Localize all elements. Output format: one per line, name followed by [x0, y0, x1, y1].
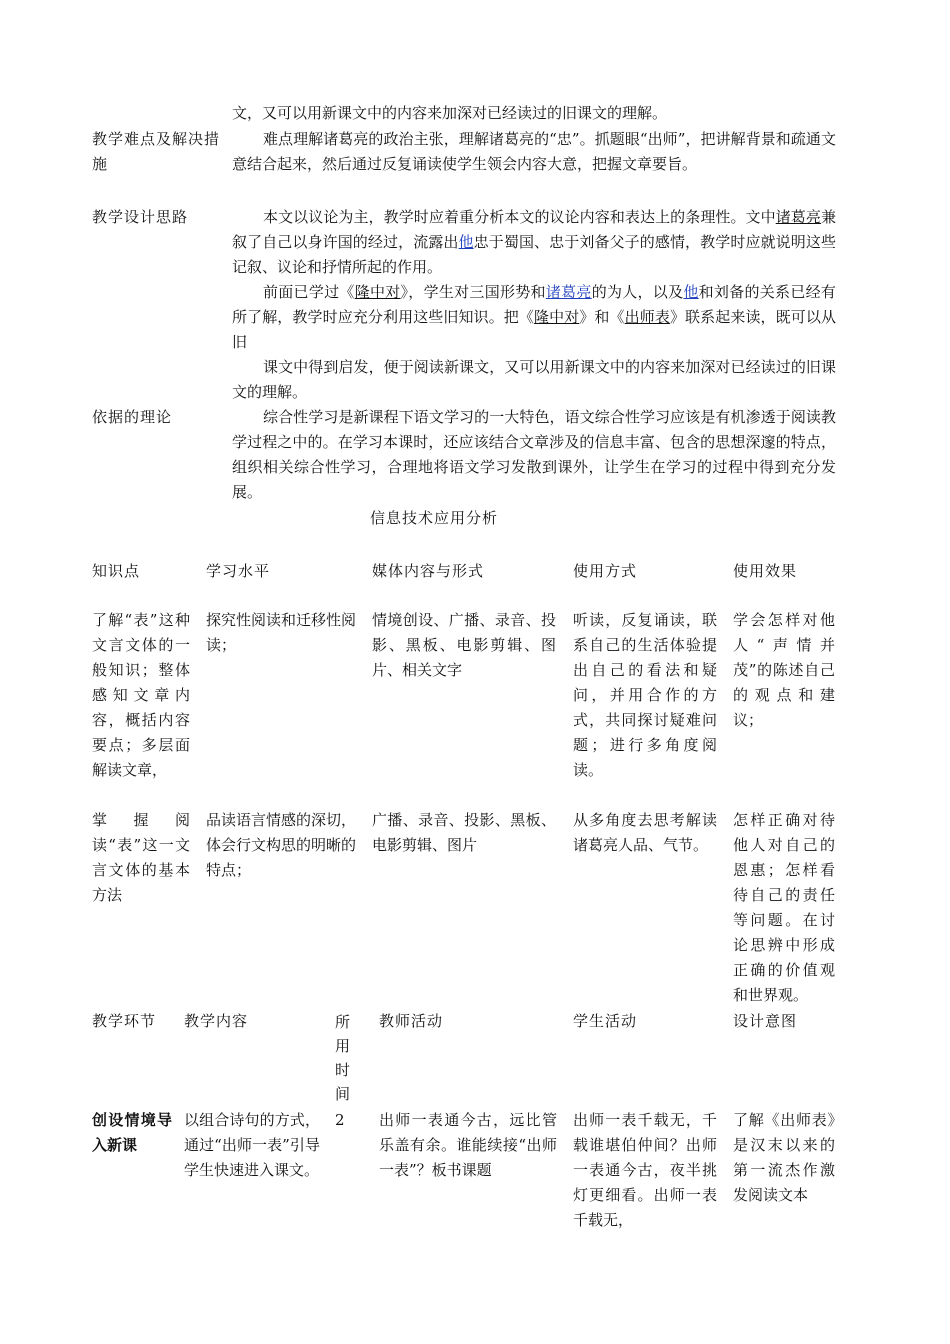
process-row1-student: 出师一表千载无，千载谁堪伯仲间？出师一表通今古，夜半挑灯更细看。出师一表千载无，: [573, 1111, 717, 1229]
it-row2-usage: 从多角度去思考解读诸葛亮人品、气节。: [573, 811, 717, 854]
process-header-teacher: 教师活动: [379, 1012, 444, 1030]
process-header-stage: 教学环节: [92, 1012, 157, 1030]
it-header-usage: 使用方式: [573, 562, 638, 580]
it-header-effect: 使用效果: [733, 562, 798, 580]
theory-text: 综合性学习是新课程下语文学习的一大特色，语文综合性学习应该是有机渗透于阅读教学过程之中的。在学习本课时，还应该结合文章涉及的信息丰富、包含的思想深邃的特点，组织相关综合性学习，合理地将语文学习发散到课外，让学生在学习的过程中得到充分发展。: [232, 408, 836, 501]
it-row1-effect: 学会怎样对他人“声情并茂”的陈述自己的观点和建议；: [733, 611, 835, 729]
process-row1-intent: 了解《出师表》是汉末以来的第一流杰作激发阅读文本: [733, 1111, 835, 1204]
process-header-time: 所用时间: [335, 1013, 352, 1103]
it-header-knowledge: 知识点: [92, 562, 141, 580]
it-row1-usage: 听读，反复诵读，联系自己的生活体验提出自己的看法和疑问，并用合作的方式，共同探讨疑难问题；进行多角度阅读。: [573, 611, 717, 779]
it-header-level: 学习水平: [206, 562, 271, 580]
process-header-student: 学生活动: [573, 1012, 638, 1030]
it-row2-media: 广播、录音、投影、黑板、电影剪辑、图片: [372, 811, 556, 854]
design-paragraph-3: 课文中得到启发，便于阅读新课文，又可以用新课文中的内容来加深对已经读过的旧课文的理解。: [232, 358, 836, 401]
it-row2-effect: 怎样正确对待他人对自己的恩惠；怎样看待自己的责任等问题。在讨论思辨中形成正确的价值观和世界观。: [733, 811, 835, 1004]
zhugeliang-link-2[interactable]: 诸葛亮: [545, 283, 592, 301]
ta-link[interactable]: 他: [458, 233, 474, 251]
difficulty-text: 难点理解诸葛亮的政治主张，理解诸葛亮的“忠”。抓题眼“出师”，把讲解背景和疏通文意结合起来，然后通过反复诵读使学生领会内容大意，把握文章要旨。: [232, 130, 836, 173]
it-row2-level: 品读语言情感的深切，体会行文构思的明晰的特点；: [206, 811, 357, 879]
continuation-line: 文，又可以用新课文中的内容来加深对已经读过的旧课文的理解。: [232, 104, 668, 122]
it-header-media: 媒体内容与形式: [372, 562, 485, 580]
it-row1-media: 情境创设、广播、录音、投影、黑板、电影剪辑、图片、相关文字: [372, 611, 556, 679]
difficulty-label: 教学难点及解决措施: [92, 130, 221, 173]
it-table-title: 信息技术应用分析: [369, 509, 498, 527]
process-row1-content: 以组合诗句的方式，通过“出师一表”引导学生快速进入课文。: [184, 1111, 320, 1179]
design-paragraph-1: 本文以议论为主，教学时应着重分析本文的议论内容和表达上的条理性。文中诸葛亮兼叙了自己以身许国的经过，流露出他忠于蜀国、忠于刘备父子的感情，教学时应就说明这些记叙、议论和抒情所起的作用。: [232, 208, 836, 276]
it-row1-knowledge: 了解“表”这种文言文体的一般知识；整体感知文章内容，概括内容要点；多层面解读文章，: [92, 611, 190, 779]
theory-label: 依据的理论: [92, 408, 173, 426]
longzhongdui-link[interactable]: 隆中对: [354, 283, 401, 301]
process-row1-time: 2: [335, 1111, 345, 1129]
ta-link-2[interactable]: 他: [683, 283, 699, 301]
process-row1-stage: 创设情境导入新课: [92, 1111, 172, 1154]
it-row2-knowledge: 掌握阅读“表”这一文言文体的基本方法: [92, 811, 190, 904]
design-label: 教学设计思路: [92, 208, 189, 226]
it-row1-level: 探究性阅读和迁移性阅读；: [206, 611, 357, 654]
longzhongdui-link-2[interactable]: 隆中对: [534, 308, 580, 326]
chushibiao-link[interactable]: 出师表: [624, 308, 670, 326]
process-header-intent: 设计意图: [733, 1012, 798, 1030]
process-header-content: 教学内容: [184, 1012, 249, 1030]
zhugeliang-link[interactable]: 诸葛亮: [775, 208, 821, 226]
design-paragraph-2: 前面已学过《隆中对》，学生对三国形势和诸葛亮的为人，以及他和刘备的关系已经有所了解，教学时应充分利用这些旧知识。把《隆中对》和《出师表》联系起来读，既可以从旧: [232, 283, 836, 351]
process-row1-teacher: 出师一表通今古，远比管乐盖有余。谁能续接“出师一表”？板书课题: [379, 1111, 557, 1179]
